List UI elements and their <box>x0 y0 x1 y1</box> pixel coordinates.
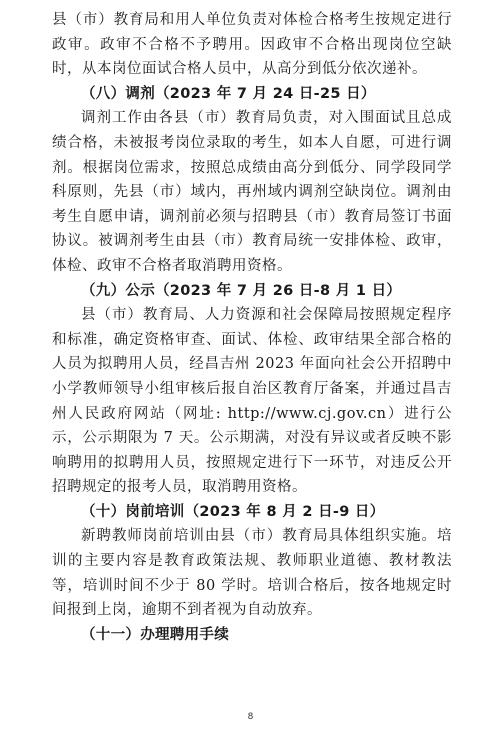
paragraph-adjustment: 调剂工作由各县（市）教育局负责，对入围面试且总成绩合格，未被报考岗位录取的考生，如本人自愿，可进行调剂。根据岗位需求，按照总成绩由高分到低分、同学段同学科原则，先县（市）域内，再州域内调剂空缺岗位。调剂由考生自愿申请，调剂前必须与招聘县（市）教育局签订书面协议。被调剂考生由县（市）教育局统一安排体检、政审，体检、政审不合格者取消聘用资格。 <box>52 110 452 274</box>
heading-adjustment: （八）调剂（2023 年 7 月 24 日-25 日） <box>81 85 376 102</box>
page-number: 8 <box>247 712 254 722</box>
paragraph-pre-job-training: 新聘教师岗前培训由县（市）教育局具体组织实施。培训的主要内容是教育政策法规、教师职业道德、教材教法等，培训时间不少于 80 学时。培训合格后，按各地规定时间报到上岗，逾期不到者视为自动放弃。 <box>52 528 452 619</box>
document-body <box>52 8 452 647</box>
heading-employment-procedures: （十一）办理聘用手续 <box>81 626 229 643</box>
paragraph-political-review: 县（市）教育局和用人单位负责对体检合格考生按规定进行政审。政审不合格不予聘用。因政审不合格出现岗位空缺时，从本岗位面试合格人员中，从高分到低分依次递补。 <box>52 12 452 78</box>
heading-pre-job-training: （十）岗前培训（2023 年 8 月 2 日-9 日） <box>81 503 385 520</box>
heading-publicity: （九）公示（2023 年 7 月 26 日-8 月 1 日） <box>81 282 402 299</box>
paragraph-publicity: 县（市）教育局、人力资源和社会保障局按照规定程序和标准，确定资格审查、面试、体检、政审结果全部合格的人员为拟聘用人员，经昌吉州 2023 年面向社会公开招聘中小学教师领导小组审核后报自治区教育厅备案，并通过昌吉州人民政府网站（网址: http://www.cj.gov.cn）进行公示，公示期限为 7 天。公示期满，对没有异议或者反映不影响聘用的拟聘用人员，按照规定进行下一环节，对违反公开招聘规定的报考人员，取消聘用资格。 <box>52 307 452 496</box>
